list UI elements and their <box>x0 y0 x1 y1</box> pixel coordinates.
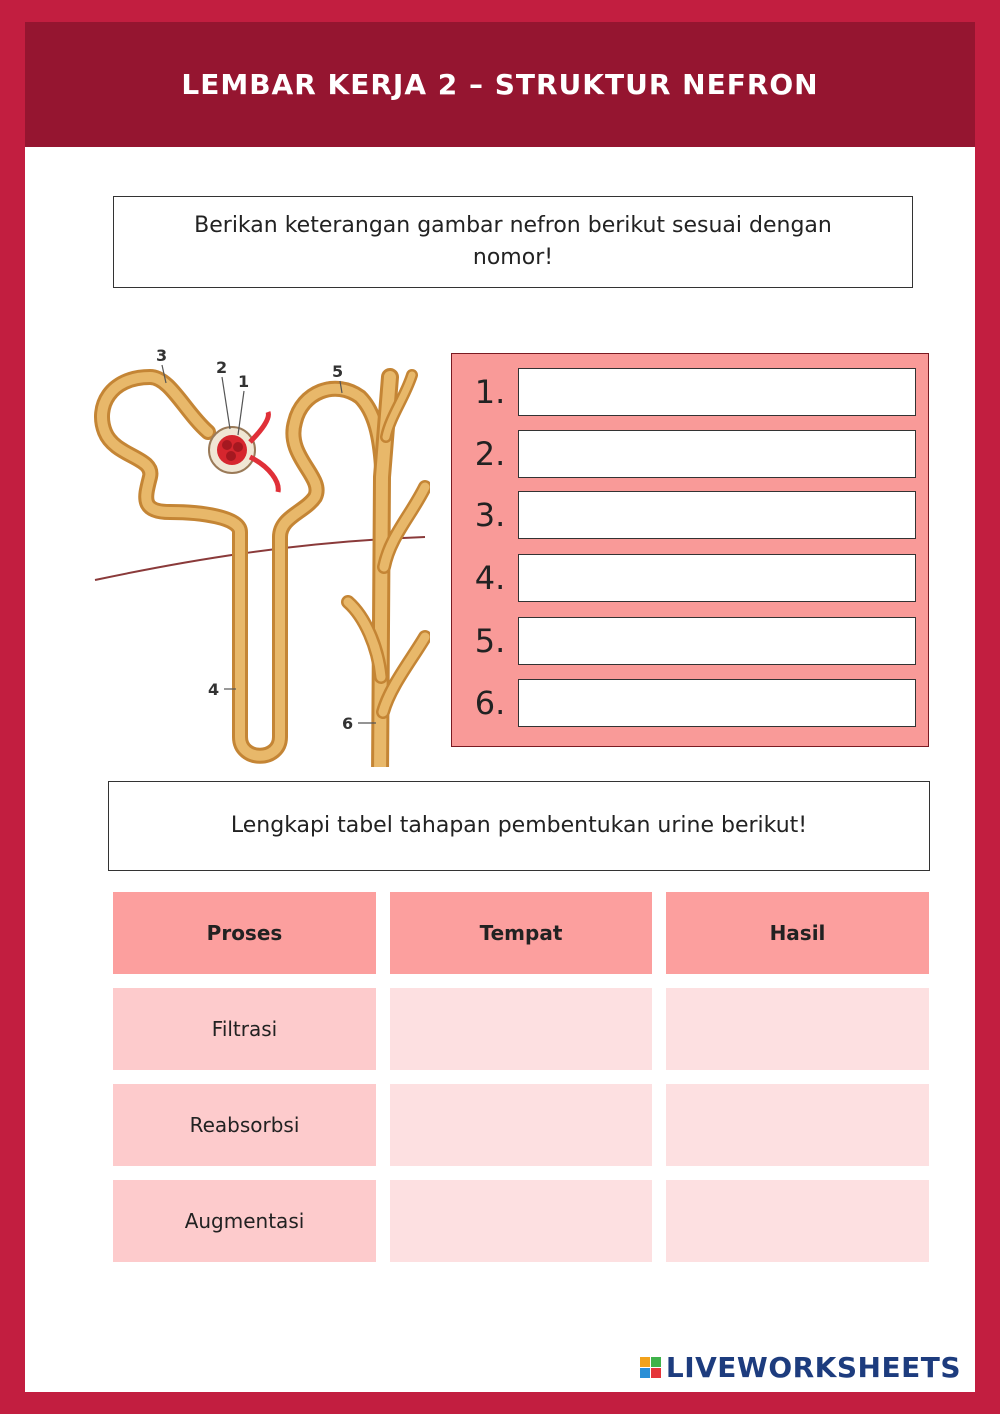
answer-input-5[interactable] <box>518 617 916 665</box>
brand-text: LIVEWORKSHEETS <box>665 1351 961 1384</box>
answer-number-5: 5. <box>474 622 506 660</box>
cell-proses-2: Reabsorbsi <box>113 1084 376 1166</box>
instruction-box-1 <box>113 196 913 288</box>
efferent-arteriole <box>250 457 278 492</box>
logo-blocks-icon <box>640 1357 662 1379</box>
instruction-text-1: Berikan keterangan gambar nefron berikut sesuai dengan nomor! <box>194 213 832 270</box>
diagram-label-1: 1 <box>238 372 250 391</box>
answer-row-4 <box>452 554 928 602</box>
answer-number-4: 4. <box>474 559 506 597</box>
cell-hasil-1[interactable] <box>666 988 929 1070</box>
answer-row-3 <box>452 491 928 539</box>
answer-row-2 <box>452 430 928 478</box>
afferent-arteriole <box>250 412 268 442</box>
cell-proses-3: Augmentasi <box>113 1180 376 1262</box>
cell-proses-1: Filtrasi <box>113 988 376 1070</box>
diagram-label-4: 4 <box>208 680 220 699</box>
title-banner <box>25 22 975 147</box>
diagram-label-6: 6 <box>342 714 354 733</box>
answer-input-2[interactable] <box>518 430 916 478</box>
answer-number-2: 2. <box>474 435 506 473</box>
header-hasil: Hasil <box>666 892 929 974</box>
answer-row-6 <box>452 679 928 727</box>
diagram-label-2: 2 <box>216 358 228 377</box>
answer-number-1: 1. <box>474 373 506 411</box>
diagram-label-3: 3 <box>156 346 168 365</box>
cell-hasil-2[interactable] <box>666 1084 929 1166</box>
worksheet-page <box>25 22 975 1392</box>
answer-number-6: 6. <box>474 684 506 722</box>
nephron-diagram <box>90 317 430 767</box>
answer-input-1[interactable] <box>518 368 916 416</box>
cell-hasil-3[interactable] <box>666 1180 929 1262</box>
cell-tempat-3[interactable] <box>390 1180 652 1262</box>
answer-input-6[interactable] <box>518 679 916 727</box>
page-title: LEMBAR KERJA 2 – STRUKTUR NEFRON <box>181 68 819 101</box>
instruction-text-2: Lengkapi tabel tahapan pembentukan urine berikut! <box>230 813 808 838</box>
answer-input-3[interactable] <box>518 491 916 539</box>
cell-tempat-1[interactable] <box>390 988 652 1070</box>
header-proses: Proses <box>113 892 376 974</box>
answer-input-4[interactable] <box>518 554 916 602</box>
answer-row-5 <box>452 617 928 665</box>
answer-number-3: 3. <box>474 496 506 534</box>
liveworksheets-logo <box>640 1351 961 1384</box>
header-tempat: Tempat <box>390 892 652 974</box>
instruction-box-2 <box>108 781 930 871</box>
answer-row-1 <box>452 368 928 416</box>
cell-tempat-2[interactable] <box>390 1084 652 1166</box>
diagram-label-5: 5 <box>332 362 344 381</box>
label-answer-panel <box>451 353 929 747</box>
